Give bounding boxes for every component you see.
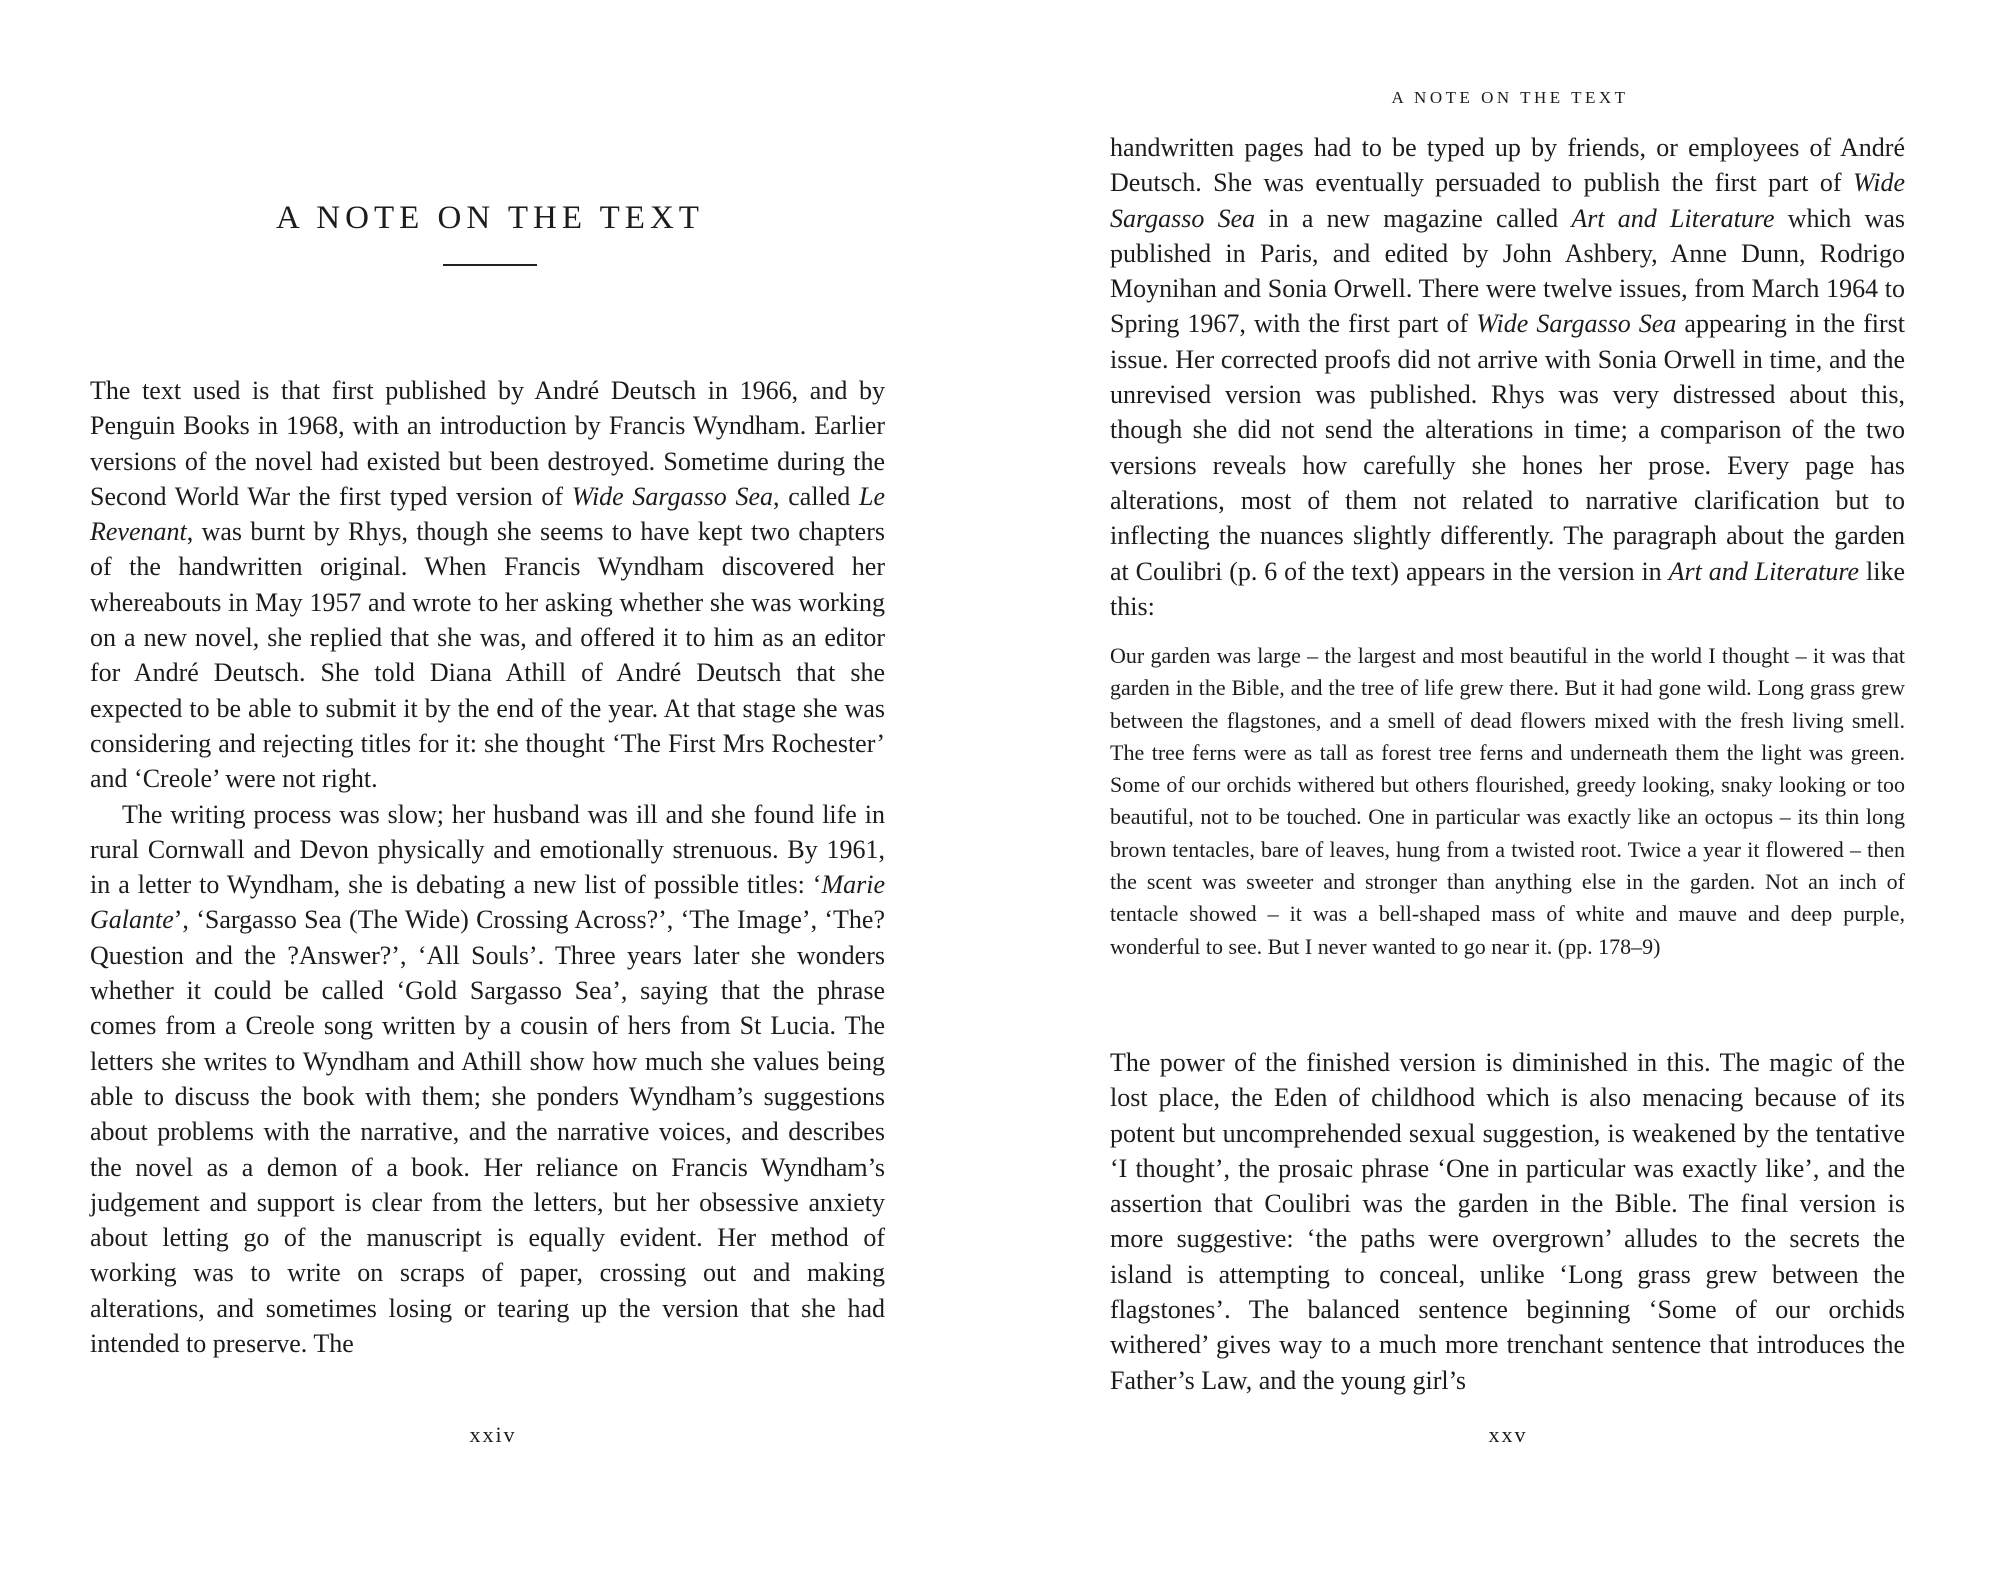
italic-title: Art and Literature [1571, 203, 1775, 233]
right-body-text-1 [1110, 130, 1905, 624]
text-run: The writing process was slow; her husband was ill and she found life in rural Cornwall and Devon physically and emotionally strenuous. By 1961, in a letter to Wyndham, she is debating a new list of possible titles: ‘ [90, 799, 885, 900]
left-paragraph-2 [90, 797, 885, 1362]
text-run: appearing in the first issue. Her corrected proofs did not arrive with Sonia Orwell in time, and the unrevised version was published. Rhys was very distressed about this, though she did not send the alterations in time; a comparison of the two versions reveals how carefully she hones her prose. Every page has alterations, most of them not related to narrative clarification but to inflecting the nuances slightly differently. The paragraph about the garden at Coulibri (p. 6 of the text) appears in the version in [1110, 309, 1905, 586]
right-body-text-2 [1110, 1045, 1905, 1398]
text-run: , was burnt by Rhys, though she seems to have kept two chapters of the handwritten original. When Francis Wyndham discovered her whereabouts in May 1957 and wrote to her asking whether she was working on a new novel, she replied that she was, and offered it to him as an editor for André Deutsch. She told Diana Athill of André Deutsch that she expected to be able to submit it by the end of the year. At that stage she was considering and rejecting titles for it: she thought ‘The First Mrs Rochester’ and ‘Creole’ were not right. [90, 517, 885, 794]
running-head: A NOTE ON THE TEXT [1391, 88, 1629, 107]
text-run: in a new magazine called [1255, 203, 1572, 233]
page-number-right: xxv [1488, 1422, 1528, 1447]
italic-title: Art and Literature [1668, 556, 1860, 586]
text-run: , called [773, 481, 859, 511]
italic-title: Wide Sargasso Sea [1110, 168, 1905, 233]
italic-title: Marie Galante [90, 870, 885, 935]
text-run: The text used is that first published by André Deutsch in 1966, and by Penguin Books in 1968, with an introduction by Francis Wyndham. Earlier versions of the novel had existed but been destroyed. Sometime during the Second World War the first typed version of [90, 376, 885, 511]
text-run: which was published in Paris, and edited by John Ashbery, Anne Dunn, Rodrigo Moynihan and Sonia Orwell. There were twelve issues, from March 1964 to Spring 1967, with the first part of [1110, 203, 1905, 339]
right-paragraph-2: The power of the finished version is diminished in this. The magic of the lost place, the Eden of childhood which is also menacing because of its potent but uncomprehended sexual suggestion, is weakened by the tentative ‘I thought’, the prosaic phrase ‘One in particular was exactly like’, and the assertion that Coulibri was the garden in the Bible. The final version is more suggestive: ‘the paths were overgrown’ alludes to the secrets the island is attempting to conceal, unlike ‘Long grass grew between the flagstones’. The balanced sentence beginning ‘Some of our orchids withered’ gives way to a much more trenchant sentence that introduces the Father’s Law, and the young girl’s [1110, 1048, 1905, 1395]
right-paragraph-1 [1110, 130, 1905, 624]
chapter-title: A NOTE ON THE TEXT [276, 200, 704, 236]
italic-title: Wide Sargasso Sea [571, 481, 774, 511]
italic-title: Le Revenant [90, 481, 885, 547]
page-number-left: xxiv [469, 1422, 517, 1447]
block-quote: Our garden was large – the largest and most beautiful in the world I thought – it was that garden in the Bible, and the tree of life grew there. But it had gone wild. Long grass grew between the flagstones, and a smell of dead flowers mixed with the fresh living smell. The tree ferns were as tall as forest tree ferns and underneath them the light was green. Some of our orchids withered but others flourished, greedy looking, snaky looking or too beautiful, not to be touched. One in particular was exactly like an octopus – its thin long brown tentacles, bare of leaves, hung from a twisted root. Twice a year it flowered – then the scent was sweeter and stronger than anything else in the garden. Not an inch of tentacle showed – it was a bell-shaped mass of white and mauve and deep purple, wonderful to see. But I never wanted to go near it. (pp. 178–9) [1110, 643, 1905, 959]
text-run: ’, ‘Sargasso Sea (The Wide) Crossing Across?’, ‘The Image’, ‘The? Question and the ?Answer?’, ‘All Souls’. Three years later she wonders whether it could be called ‘Gold Sargasso Sea’, saying that the phrase comes from a Creole song written by a cousin of hers from St Lucia. The letters she writes to Wyndham and Athill show how much she values being able to discuss the book with them; she ponders Wyndham’s suggestions about problems with the narrative, and the narrative voices, and describes the novel as a demon of a book. Her reliance on Francis Wyndham’s judgement and support is clear from the letters, but her obsessive anxiety about letting go of the manuscript is equally evident. Her method of working was to write on scraps of paper, crossing out and making alterations, and sometimes losing or tearing up the version that she had intended to preserve. The [90, 905, 885, 1359]
left-paragraph-1 [90, 373, 885, 797]
title-rule [443, 264, 537, 266]
left-body-text [90, 373, 885, 1361]
text-run: handwritten pages had to be typed up by friends, or employees of André Deutsch. She was eventually persuaded to publish the first part of [1110, 133, 1905, 198]
text-run: like this: [1110, 556, 1905, 621]
italic-title: Wide Sargasso Sea [1476, 309, 1677, 339]
